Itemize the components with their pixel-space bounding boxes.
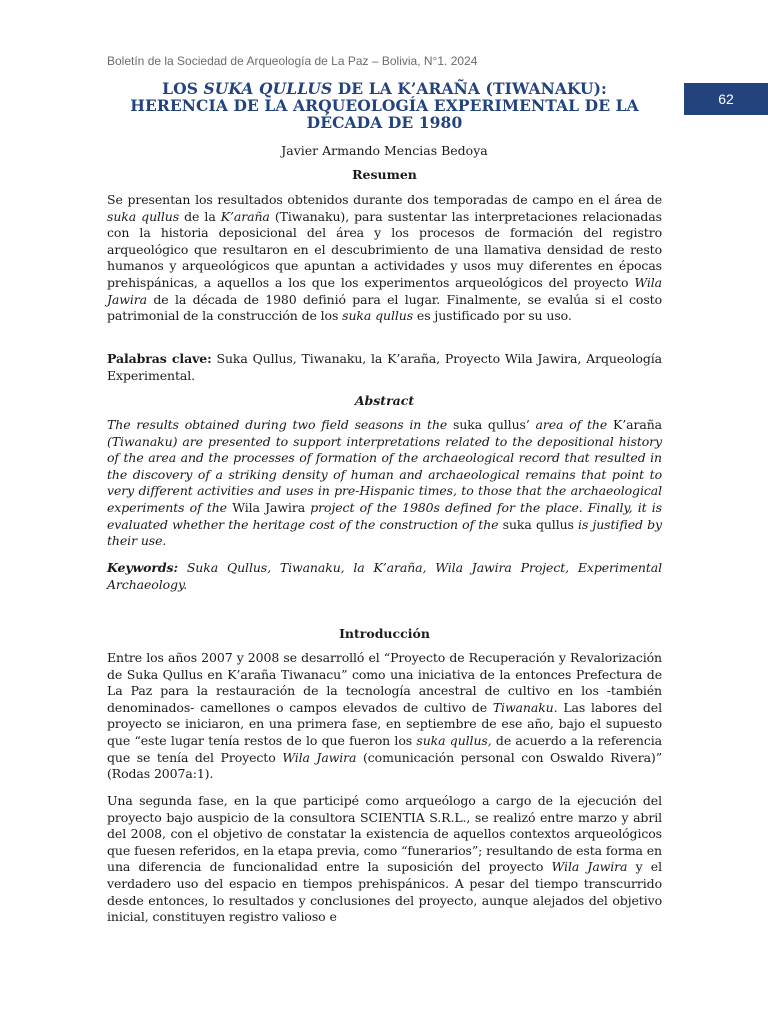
intro-paragraph-2 [107, 793, 662, 926]
text-run: project of the 1980s defined for the place. Finally, it is evaluated whether the heritage cost of the construction of the [107, 499, 662, 532]
running-head: Boletín de la Sociedad de Arqueología de La Paz – Bolivia, N°1. 2024 [107, 54, 478, 68]
upright-run: Wila Jawira [232, 499, 306, 515]
text-run: Una segunda fase, en la que participé como arqueólogo a cargo de la ejecución del proyecto bajo auspicio de la consultora SCIENTIA S.R.L., se realizó entre marzo y abril del 2008, con el objetivo de constatar la existencia de aquellos contextos arqueológicos que fuesen referidos, en la etapa previa, como “funerarios”; resultando de esta forma en una diferencia de funcionalidad entre la suposición del proyecto [107, 793, 662, 875]
italic-run: Wila Jawira [282, 749, 357, 765]
keywords-text: Suka Qullus, Tiwanaku, la K’araña, Wila Jawira Project, Experimental Archaeology. [107, 560, 662, 592]
text-run: (Tiwanaku) are presented to support interpretations related to the depositional history of the area and the processes of formation of the archaeological record that resulted in the discovery of a striking density of human and archaeological remains that point to very different activities and uses in pre-Hispanic times, to those that the archaeological experiments of the [107, 433, 662, 515]
text-run: de acuerdo a la referencia que se tenía del Proyecto [107, 732, 662, 765]
palabras-clave [107, 351, 662, 384]
text-run: es justificado por su uso. [413, 308, 572, 324]
italic-run: suka qullus [107, 208, 180, 224]
italic-run: K’araña [220, 208, 270, 224]
author-name: Javier Armando Mencias Bedoya [281, 143, 488, 158]
title-line3: DÉCADA DE 1980 [306, 113, 463, 132]
text-run: is justified by their use. [107, 516, 662, 549]
text-run: Las labores del proyecto se iniciaron, en una primera fase, en septiembre de ese año, bajo el supuesto que “este lugar tenía restos de lo que fueron los [107, 699, 662, 748]
keywords-label: Palabras clave: [107, 351, 212, 366]
text-run: area of the [529, 417, 613, 432]
article-title [107, 80, 662, 131]
title-line2: HERENCIA DE LA ARQUEOLOGÍA EXPERIMENTAL DE LA [130, 96, 639, 115]
text-run: y el verdadero uso del espacio en tiempos prehispánicos. A pesar del tiempo transcurrido desde entonces, lo resultados y conclusiones del proyecto, aunque alejados del objetivo inicial, constituyen registro valioso e [107, 859, 662, 925]
italic-run: Wila Jawira [551, 859, 628, 875]
resumen-heading: Resumen [352, 167, 417, 182]
upright-run: suka qullus [502, 516, 574, 532]
text-run: Se presentan los resultados obtenidos durante dos temporadas de campo en el área de [107, 192, 662, 207]
title-text: DE LA K’ARAÑA (TIWANAKU): [332, 79, 607, 98]
abstract-heading: Abstract [354, 393, 415, 408]
text-run: (comunicación personal con Oswaldo Rivera)” (Rodas 2007a:1). [107, 749, 662, 782]
upright-run: K’araña [613, 417, 662, 432]
introduccion-heading: Introducción [339, 626, 430, 641]
text-run: The results obtained during two field seasons in the [107, 417, 454, 432]
resumen-paragraph [107, 192, 662, 325]
keywords-text: Suka Qullus, Tiwanaku, la K’araña, Proyecto Wila Jawira, Arqueología Experimental. [107, 351, 662, 383]
text-run: (Tiwanaku), para sustentar las interpretaciones relacionadas con la historia deposicional del área y los procesos de formación del registro arqueológico que resultaron en el descubrimiento de una llamativa densidad de resto humanos y arqueológicos que apuntan a actividades y usos muy diferentes en épocas prehispánicas, a aquellos a los que los experimentos arqueológicos del proyecto [107, 208, 662, 290]
page-number: 62 [684, 83, 768, 115]
text-run: de la década de 1980 definió para el lugar. Finalmente, se evalúa si el costo patrimonial de la construcción de los [107, 291, 662, 324]
keywords-label: Keywords: [107, 560, 178, 575]
text-run: de la [179, 208, 221, 224]
keywords-en [107, 560, 662, 593]
italic-run: suka qullus, [416, 732, 492, 748]
italic-run: Tiwanaku. [492, 699, 558, 715]
title-italic: SUKA QULLUS [203, 79, 333, 98]
intro-paragraph-1 [107, 650, 662, 783]
upright-run: suka qullus’ [453, 417, 530, 432]
italic-run: suka qullus [342, 308, 414, 324]
abstract-paragraph [107, 417, 662, 550]
title-text: LOS [162, 79, 204, 98]
text-run: Entre los años 2007 y 2008 se desarrolló el “Proyecto de Recuperación y Revalorización de Suka Qullus en K’araña Tiwanacu” como una iniciativa de la entonces Prefectura de La Paz para la restauración de la tecnología ancestral de cultivo en los -también denominados- camellones o campos elevados de cultivo de [107, 650, 662, 715]
italic-run: Wila Jawira [107, 274, 662, 307]
